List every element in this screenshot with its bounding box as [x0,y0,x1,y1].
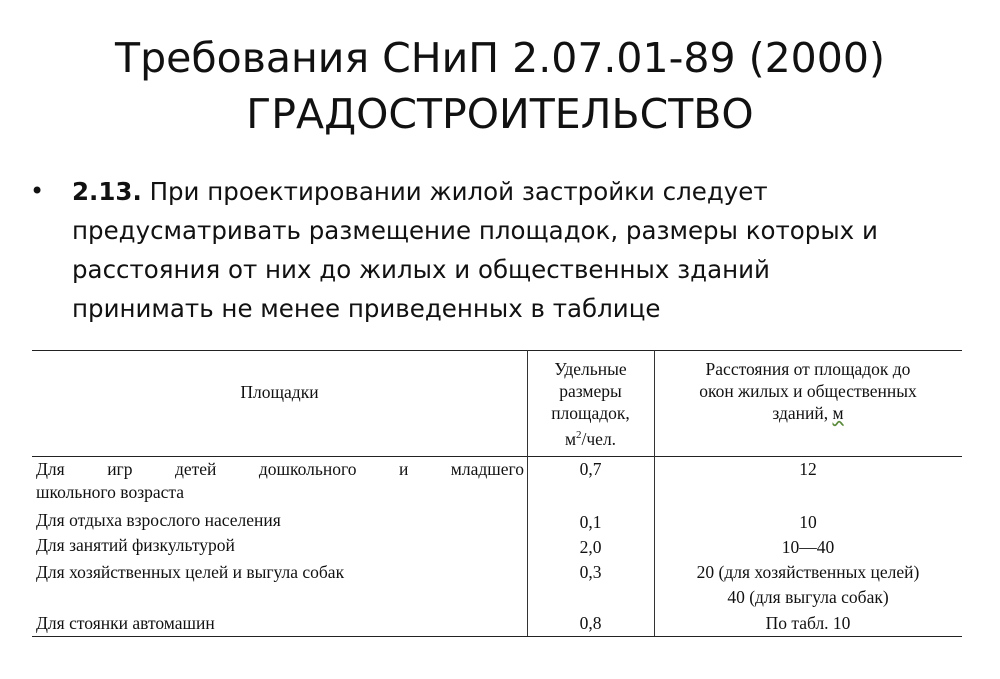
table-bottom-rule [32,636,962,637]
table-row-3-value: 2,0 [579,537,602,557]
header-specific-size [527,358,654,450]
header-distance-line-3 [654,402,962,424]
clause-line-1 [72,172,980,211]
table-row-2-name: Для отдыха взрослого населения [36,510,281,530]
table-row-5-distance: По табл. 10 [765,613,851,633]
header-distance-buildings: зданий, [772,403,833,423]
table-row-2-value: 0,1 [579,512,602,532]
header-areas: Площадки [240,382,319,402]
slide-title-line-2: ГРАДОСТРОИТЕЛЬСТВО [246,90,754,138]
table-row-4-distance-line-2: 40 (для выгула собак) [727,587,889,607]
slide-title-line-1: Требования СНиП 2.07.01-89 (2000) [115,34,885,82]
table-row-3-name: Для занятий физкультурой [36,535,235,555]
header-specific-size-line-1: Удельные [554,359,627,379]
unit-sup: 2 [576,429,582,441]
unit-per-person: /чел. [581,428,617,449]
table-header-rule [32,456,962,457]
table-top-rule [32,350,962,351]
table-row-4-value: 0,3 [579,562,602,582]
table-row-1-name-line-1: Для игр детей дошкольного и младшего [36,459,524,479]
table-row-1-distance: 12 [799,459,817,479]
clause-bullet [30,172,980,328]
bullet-icon: • [30,177,45,205]
clause-number: 2.13. [72,177,142,206]
table-row-2-distance: 10 [799,512,817,532]
slide-title [0,30,1000,142]
clause-line-4: принимать не менее приведенных в таблице [72,294,661,323]
table-row-4-distance-line-1: 20 (для хозяйственных целей) [696,562,920,582]
table-row-1-value: 0,7 [579,459,602,479]
table-row-3-distance: 10—40 [781,537,835,557]
header-distance-unit: м [832,403,844,423]
header-distance [654,358,962,424]
header-specific-size-line-2: размеры [559,381,622,401]
header-specific-size-line-4 [527,424,654,450]
table-row-1-name-line-2: школьного возраста [36,482,185,502]
clause-text [72,172,980,328]
header-specific-size-line-3: площадок, [551,403,630,423]
unit-m: м [564,428,577,449]
clause-text-line-1: При проектировании жилой застройки следует [149,177,768,206]
clause-line-2: предусматривать размещение площадок, размеры которых и [72,216,878,245]
table-row-4-name: Для хозяйственных целей и выгула собак [36,562,345,582]
table-row-5-value: 0,8 [579,613,602,633]
header-distance-line-1: Расстояния от площадок до [705,359,911,379]
table-row-5-name: Для стоянки автомашин [36,613,215,633]
clause-line-3: расстояния от них до жилых и общественных зданий [72,255,770,284]
header-distance-line-2: окон жилых и общественных [699,381,917,401]
